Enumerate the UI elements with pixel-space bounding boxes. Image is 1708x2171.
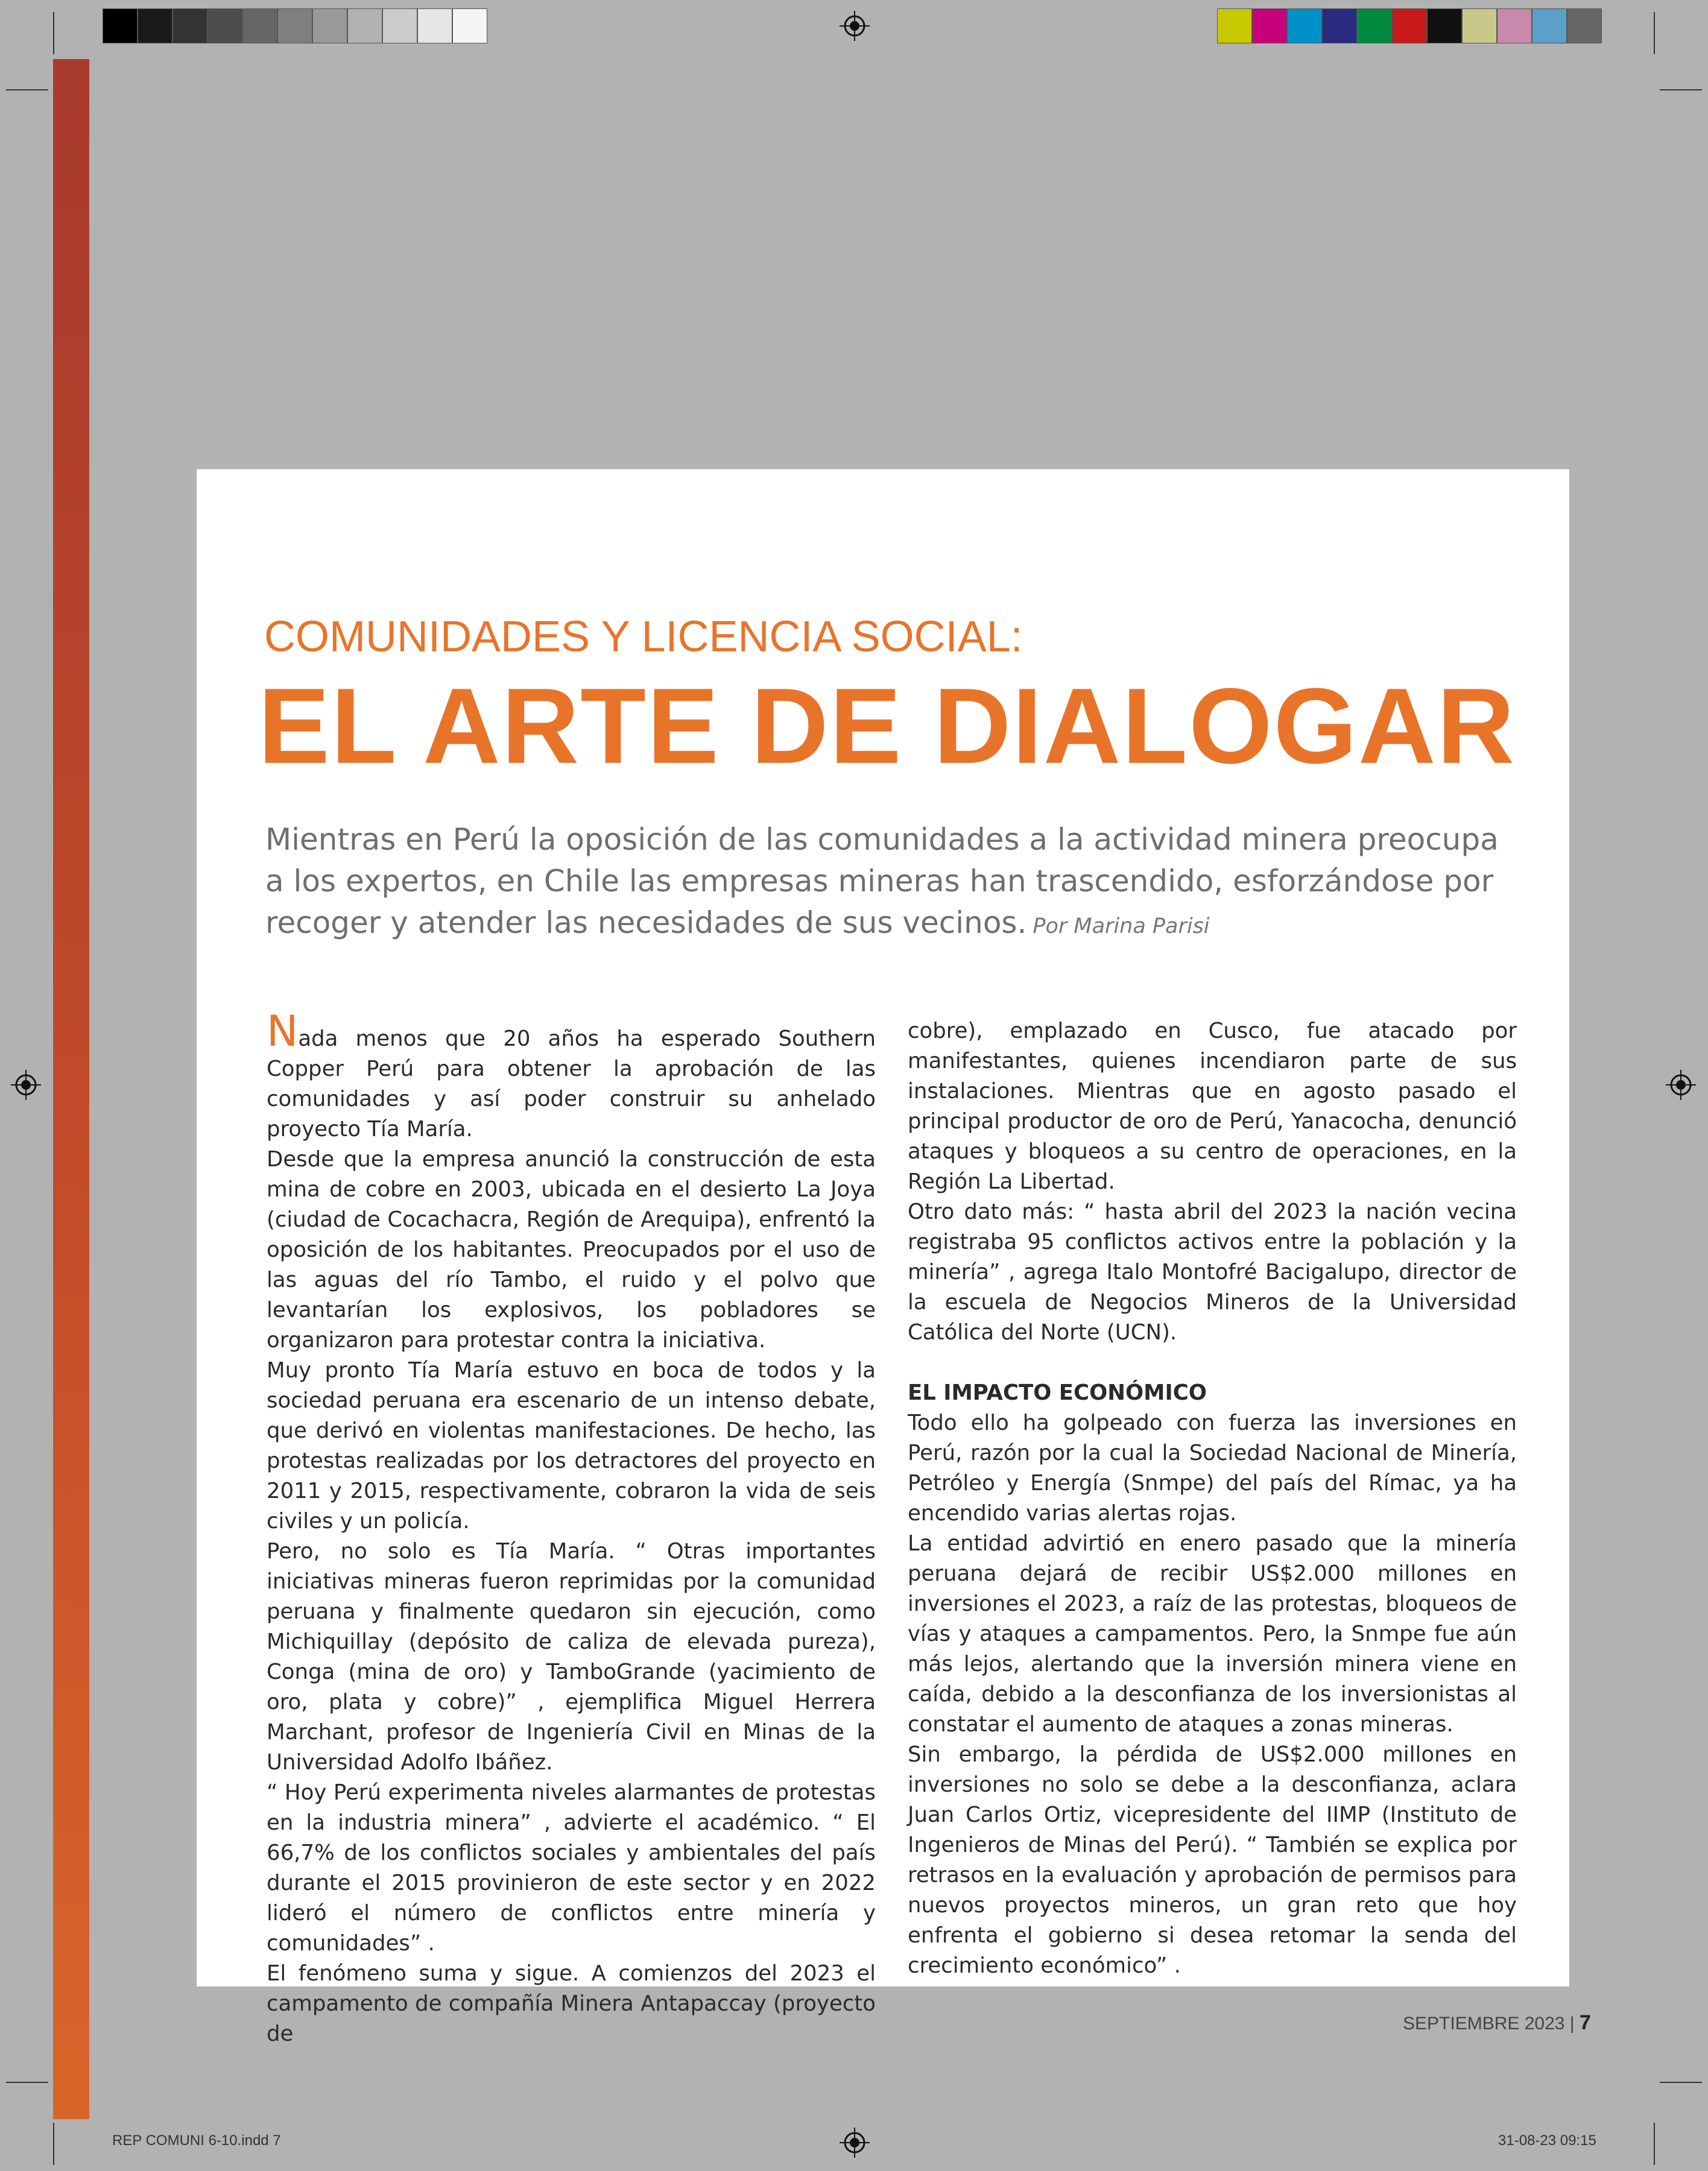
gray-swatch [312, 8, 347, 43]
page-folio: SEPTIEMBRE 2023 | 7 [1403, 2011, 1591, 2034]
body-paragraph: Todo ello ha golpeado con fuerza las inversiones en Perú, razón por la cual la Sociedad Nacional de Minería, Petróleo y Energía (Snmpe) del país del Rímac, ya ha encendido varias alertas rojas. [908, 1411, 1517, 1526]
lede-line-text: recoger y atender las necesidades de sus vecinos. [265, 905, 1027, 940]
crop-mark [1654, 2123, 1655, 2165]
color-swatch [1287, 8, 1322, 43]
color-swatch [1252, 8, 1287, 43]
lede-line: a los expertos, en Chile las empresas mineras han trascendido, esforzándose por [265, 864, 1494, 899]
registration-target-icon [840, 2128, 870, 2158]
side-color-strip [53, 59, 89, 2119]
body-paragraph: Pero, no solo es Tía María. “ Otras importantes iniciativas mineras fueron reprimidas por la comunidad peruana y finalmente quedaron sin ejecución, como Michiquillay (depósito de caliza de elevada pureza), Conga (mina de oro) y TamboGrande (yacimiento de oro, plata y cobre)” , ejemplifica Miguel Herrera Marchant, profesor de Ingeniería Civil en Minas de la Universidad Adolfo Ibáñez. [267, 1539, 876, 1775]
article-column-right [908, 1016, 1517, 1981]
gray-swatch [452, 8, 487, 43]
article-title: EL ARTE DE DIALOGAR [258, 666, 1516, 786]
page-number: 7 [1579, 2011, 1591, 2034]
registration-target-icon [840, 11, 870, 41]
paragraph-text: ada menos que 20 años ha esperado Southern Copper Perú para obtener la aprobación de las comunidades y así poder construir su anhelado proyecto Tía María. [267, 1026, 876, 1142]
body-paragraph: La entidad advirtió en enero pasado que la minería peruana dejará de recibir US$2.000 millones en inversiones el 2023, a raíz de las protestas, bloqueos de vías y ataques a campamentos. Pero, la Snmpe fue aún más lejos, alertando que la inversión minera viene en caída, debido a la desconfianza de los inversionistas al constatar el aumento de ataques a zonas mineras. [908, 1531, 1517, 1737]
crop-mark [1660, 2082, 1702, 2083]
color-swatch [1357, 8, 1392, 43]
color-swatch [1217, 8, 1252, 43]
folio-month: SEPTIEMBRE 2023 [1403, 2014, 1565, 2034]
slug-file: REP COMUNI 6-10.indd 7 [112, 2132, 281, 2149]
body-paragraph: Desde que la empresa anunció la construcción de esta mina de cobre en 2003, ubicada en el desierto La Joya (ciudad de Cocachacra, Región de Arequipa), enfrentó la oposición de los habitantes. Preocupados por el uso de las aguas del río Tambo, el ruido y el polvo que levantarían los explosivos, los pobladores se organizaron para protestar contra la iniciativa. [267, 1147, 876, 1353]
gray-swatch [347, 8, 382, 43]
gray-swatch [103, 8, 138, 43]
body-paragraph: Otro dato más: “ hasta abril del 2023 la nación vecina registraba 95 conflictos activos entre la población y la minería” , agrega Italo Montofré Bacigalupo, director de la escuela de Negocios Mineros de la Universidad Católica del Norte (UCN). [908, 1199, 1517, 1345]
body-paragraph: Muy pronto Tía María estuvo en boca de todos y la sociedad peruana era escenario de un intenso debate, que derivó en violentas manifestaciones. De hecho, las protestas realizadas por los detractores del proyecto en 2011 y 2015, respectivamente, cobraron la vida de seis civiles y un policía. [267, 1358, 876, 1534]
process-color-bar [1217, 8, 1602, 43]
color-swatch [1392, 8, 1427, 43]
crop-mark [6, 2082, 48, 2083]
registration-target-icon [11, 1070, 41, 1100]
article-column-left [267, 1006, 876, 2049]
body-paragraph: Sin embargo, la pérdida de US$2.000 millones en inversiones no solo se debe a la desconfianza, aclara Juan Carlos Ortiz, vicepresidente del IIMP (Instituto de Ingenieros de Minas del Perú). “ También se explica por retrasos en la evaluación y aprobación de permisos para nuevos proyectos mineros, un gran reto que hoy enfrenta el gobierno si desea retomar la senda del crecimiento económico” . [908, 1742, 1517, 1978]
registration-target-icon [1666, 1070, 1696, 1100]
gray-swatch [172, 8, 207, 43]
body-paragraph: El fenómeno suma y sigue. A comienzos del 2023 el campamento de compañía Minera Antapaccay (proyecto de [267, 1961, 876, 2046]
article-lede [265, 819, 1526, 947]
crop-mark [1660, 89, 1702, 90]
color-swatch [1497, 8, 1532, 43]
color-swatch [1532, 8, 1567, 43]
crop-mark [53, 12, 54, 54]
slug-date: 31-08-23 09:15 [1498, 2132, 1596, 2149]
gray-color-bar [103, 8, 487, 43]
crop-mark [6, 89, 48, 90]
gray-swatch [382, 8, 417, 43]
lede-line [265, 902, 1526, 947]
color-swatch [1322, 8, 1357, 43]
gray-swatch [207, 8, 242, 43]
color-swatch [1567, 8, 1602, 43]
article-byline: Por Marina Parisi [1033, 914, 1210, 938]
crop-mark [53, 2123, 54, 2165]
gray-swatch [277, 8, 312, 43]
body-paragraph [267, 1006, 876, 1145]
gray-swatch [138, 8, 172, 43]
gray-swatch [242, 8, 277, 43]
lede-line: Mientras en Perú la oposición de las comunidades a la actividad minera preocupa [265, 822, 1499, 857]
article-kicker: COMUNIDADES Y LICENCIA SOCIAL: [264, 613, 1023, 661]
color-swatch [1427, 8, 1462, 43]
drop-cap: N [267, 1006, 299, 1056]
body-paragraph: “ Hoy Perú experimenta niveles alarmantes de protestas en la industria minera” , advierte el académico. “ El 66,7% de los conflictos sociales y ambientales del país durante el 2015 provinieron de este sector y en 2022 lideró el número de conflictos entre minería y comunidades” . [267, 1780, 876, 1956]
body-paragraph: cobre), emplazado en Cusco, fue atacado por manifestantes, quienes incendiaron parte de sus instalaciones. Mientras que en agosto pasado el principal productor de oro de Perú, Yanacocha, denunció ataques y bloqueos a su centro de operaciones, en la Región La Libertad. [908, 1019, 1517, 1194]
color-swatch [1462, 8, 1497, 43]
gray-swatch [417, 8, 452, 43]
section-subhead: EL IMPACTO ECONÓMICO [908, 1380, 1207, 1405]
crop-mark [1654, 12, 1655, 54]
